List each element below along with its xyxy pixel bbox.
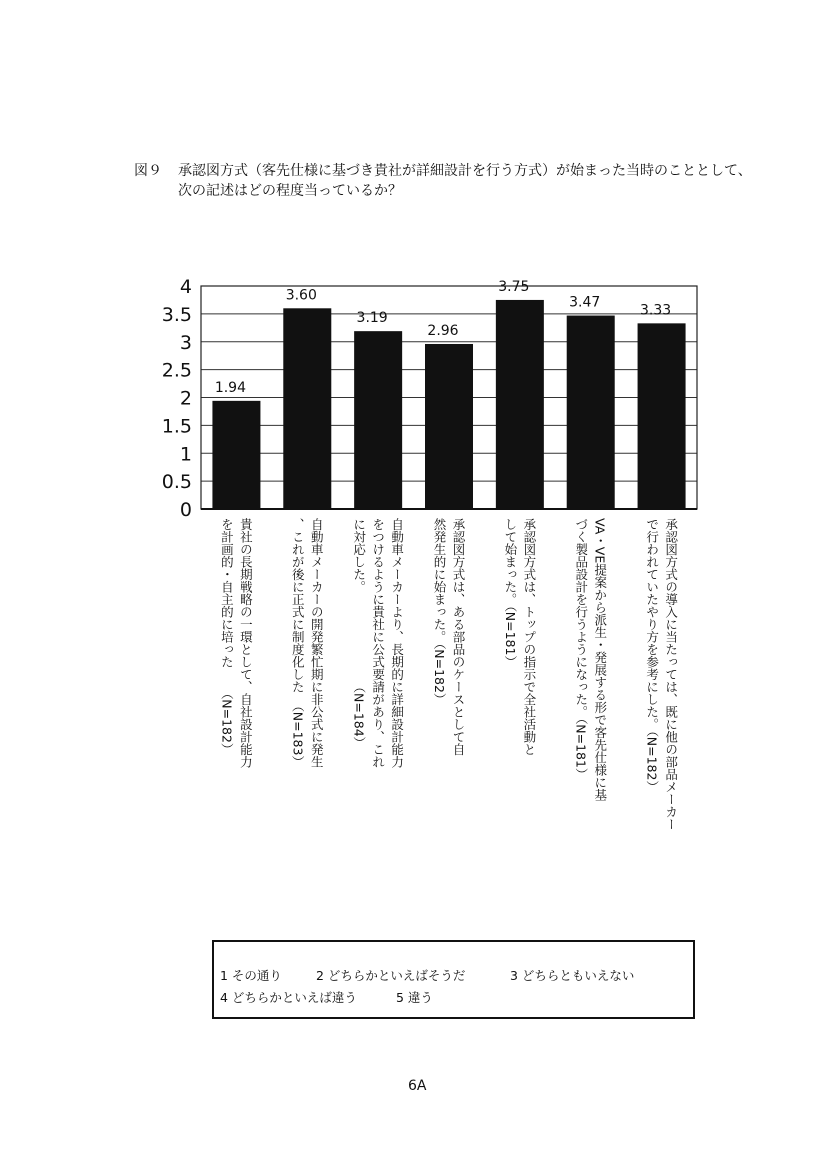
bar [496,300,544,509]
bar-chart [0,0,827,520]
data-label: 2.96 [427,322,459,339]
data-label: 1.94 [214,379,247,396]
y-tick-label: 0.5 [161,471,192,494]
y-tick-label: 3.5 [161,303,192,326]
data-label: 3.19 [356,310,388,327]
y-tick-label: 4 [179,276,192,298]
data-label: 3.60 [285,287,317,304]
figure-label: 図９ [134,163,162,179]
legend-item-1: 1 その通り [220,968,282,983]
figure-title-line2: 次の記述はどの程度当っているか？ [178,183,402,199]
legend-item-4: 4 どちらかといえば違う [220,990,357,1005]
bar [283,308,331,509]
legend-box [212,940,695,1019]
bar [638,323,686,509]
data-label: 3.75 [498,278,530,295]
data-label: 3.47 [569,294,601,311]
category-label: 自動車メーカーの開発繁忙期に非公式に発生 、これが後に正式に制度化した （N=183） [290,518,325,768]
category-label: 承認図方式は、トップの指示で全社活動と して始まった。（N=181） [502,518,537,756]
y-tick-label: 3 [179,331,192,354]
bar [567,316,615,509]
category-label: 貴社の長期戦略の一環として、自社設計能力 を計画的・自主的に培った （N=182） [219,518,254,768]
category-label: VA・VE提案から派生・発展する形で客先仕様に基 づく製品設計を行うようになった。（N=181） [573,518,608,801]
legend-item-2: 2 どちらかといえばそうだ [316,968,466,983]
legend-item-3: 3 どちらともいえない [510,968,635,983]
bar [212,401,260,509]
y-tick-label: 1 [179,443,192,466]
bar [425,344,473,509]
legend-item-5: 5 違う [396,990,433,1005]
y-tick-label: 0 [179,499,192,520]
y-tick-label: 1.5 [161,415,192,438]
figure-title-line1: 承認図方式（客先仕様に基づき貴社が詳細設計を行う方式）が始まった当時のこととして、 [178,163,752,179]
category-label: 自動車メーカーより、長期的に詳細設計能力 をつけるように貴社に公式要請があり、これ に対応した。 （N=184） [351,518,405,768]
y-tick-label: 2.5 [161,359,192,382]
bar [354,331,402,509]
y-tick-label: 2 [179,387,192,410]
data-label: 3.33 [639,302,672,319]
page-number: 6A [408,1078,427,1094]
category-label: 承認図方式は、ある部品のケースとして自 然発生的に始まった。（N=182） [432,518,466,756]
category-label: 承認図方式の導入に当たっては、既に他の部品メーカー で行われていたやり方を参考にした。（N=182） [644,518,679,831]
